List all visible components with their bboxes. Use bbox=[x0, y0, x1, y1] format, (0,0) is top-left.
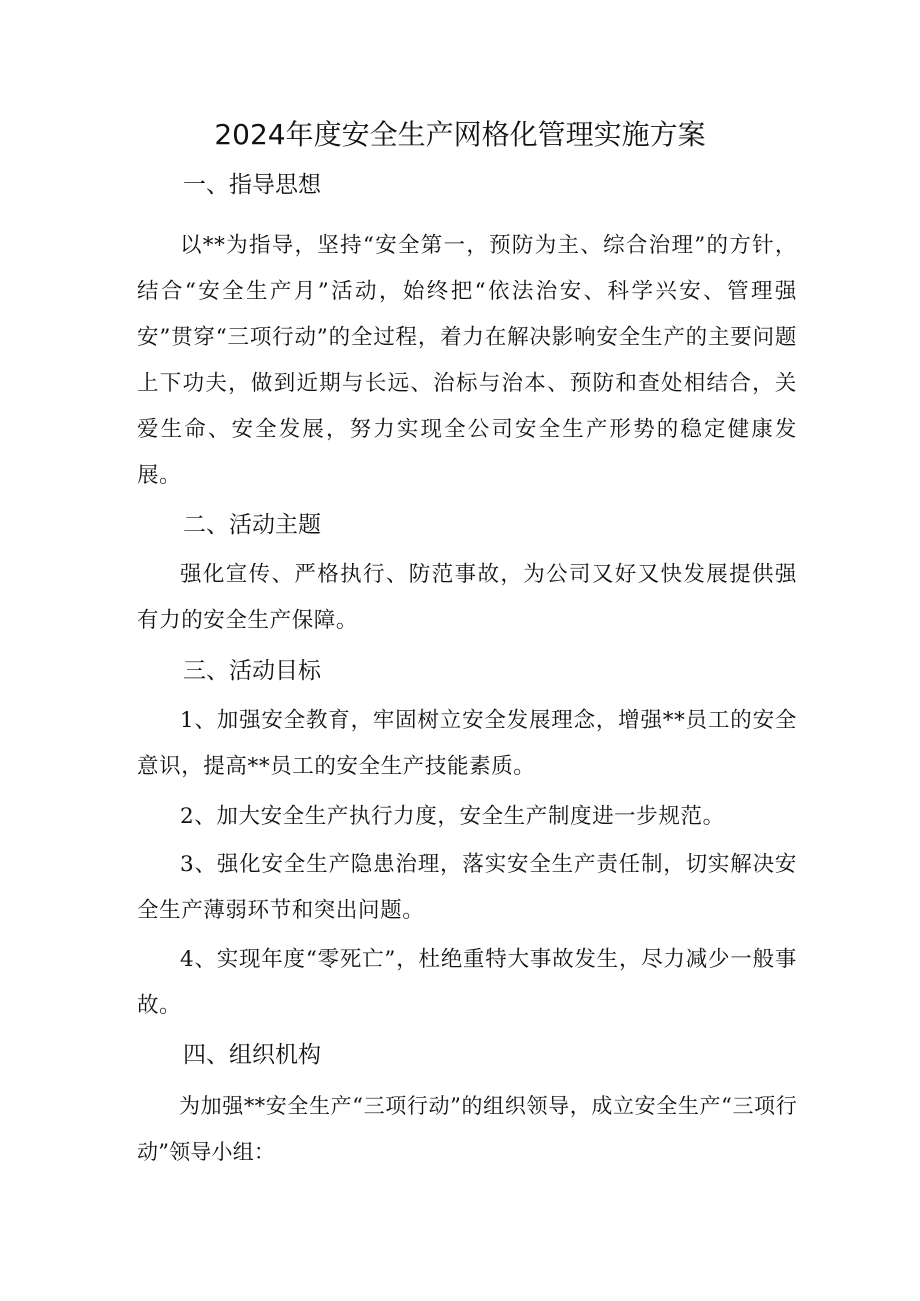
section-heading-guiding-ideology: 一、指导思想 bbox=[183, 172, 321, 198]
paragraph-organization: 为加强**安全生产“三项行动”的组织领导，成立安全生产“三项行动”领导小组： bbox=[137, 1094, 797, 1164]
goal-item-1: 1、加强安全教育，牢固树立安全发展理念，增强**员工的安全意识，提高**员工的安全生产技能素质。 bbox=[137, 708, 797, 779]
paragraph-guiding-ideology: 以**为指导，坚持“安全第一，预防为主、综合治理”的方针，结合“安全生产月”活动，始终把“依法治安、科学兴安、管理强安”贯穿“三项行动”的全过程，着力在解决影响安全生产的主要问题上下功夫，做到近期与长远、治标与治本、预防和查处相结合，关爱生命、安全发展，努力实现全公司安全生产形势的稳定健康发展。 bbox=[137, 233, 797, 488]
goal-item-2: 2、加大安全生产执行力度，安全生产制度进一步规范。 bbox=[180, 804, 725, 829]
document-title: 2024年度安全生产网格化管理实施方案 bbox=[214, 118, 706, 151]
section-heading-organization: 四、组织机构 bbox=[183, 1042, 321, 1068]
paragraph-activity-theme: 强化宣传、严格执行、防范事故，为公司又好又快发展提供强有力的安全生产保障。 bbox=[137, 562, 797, 633]
section-heading-activity-goals: 三、活动目标 bbox=[183, 658, 321, 684]
goal-item-3: 3、强化安全生产隐患治理，落实安全生产责任制，切实解决安全生产薄弱环节和突出问题。 bbox=[137, 852, 797, 923]
goal-item-4: 4、实现年度“零死亡”，杜绝重特大事故发生，尽力减少一般事故。 bbox=[137, 947, 797, 1018]
section-heading-activity-theme: 二、活动主题 bbox=[183, 512, 321, 538]
